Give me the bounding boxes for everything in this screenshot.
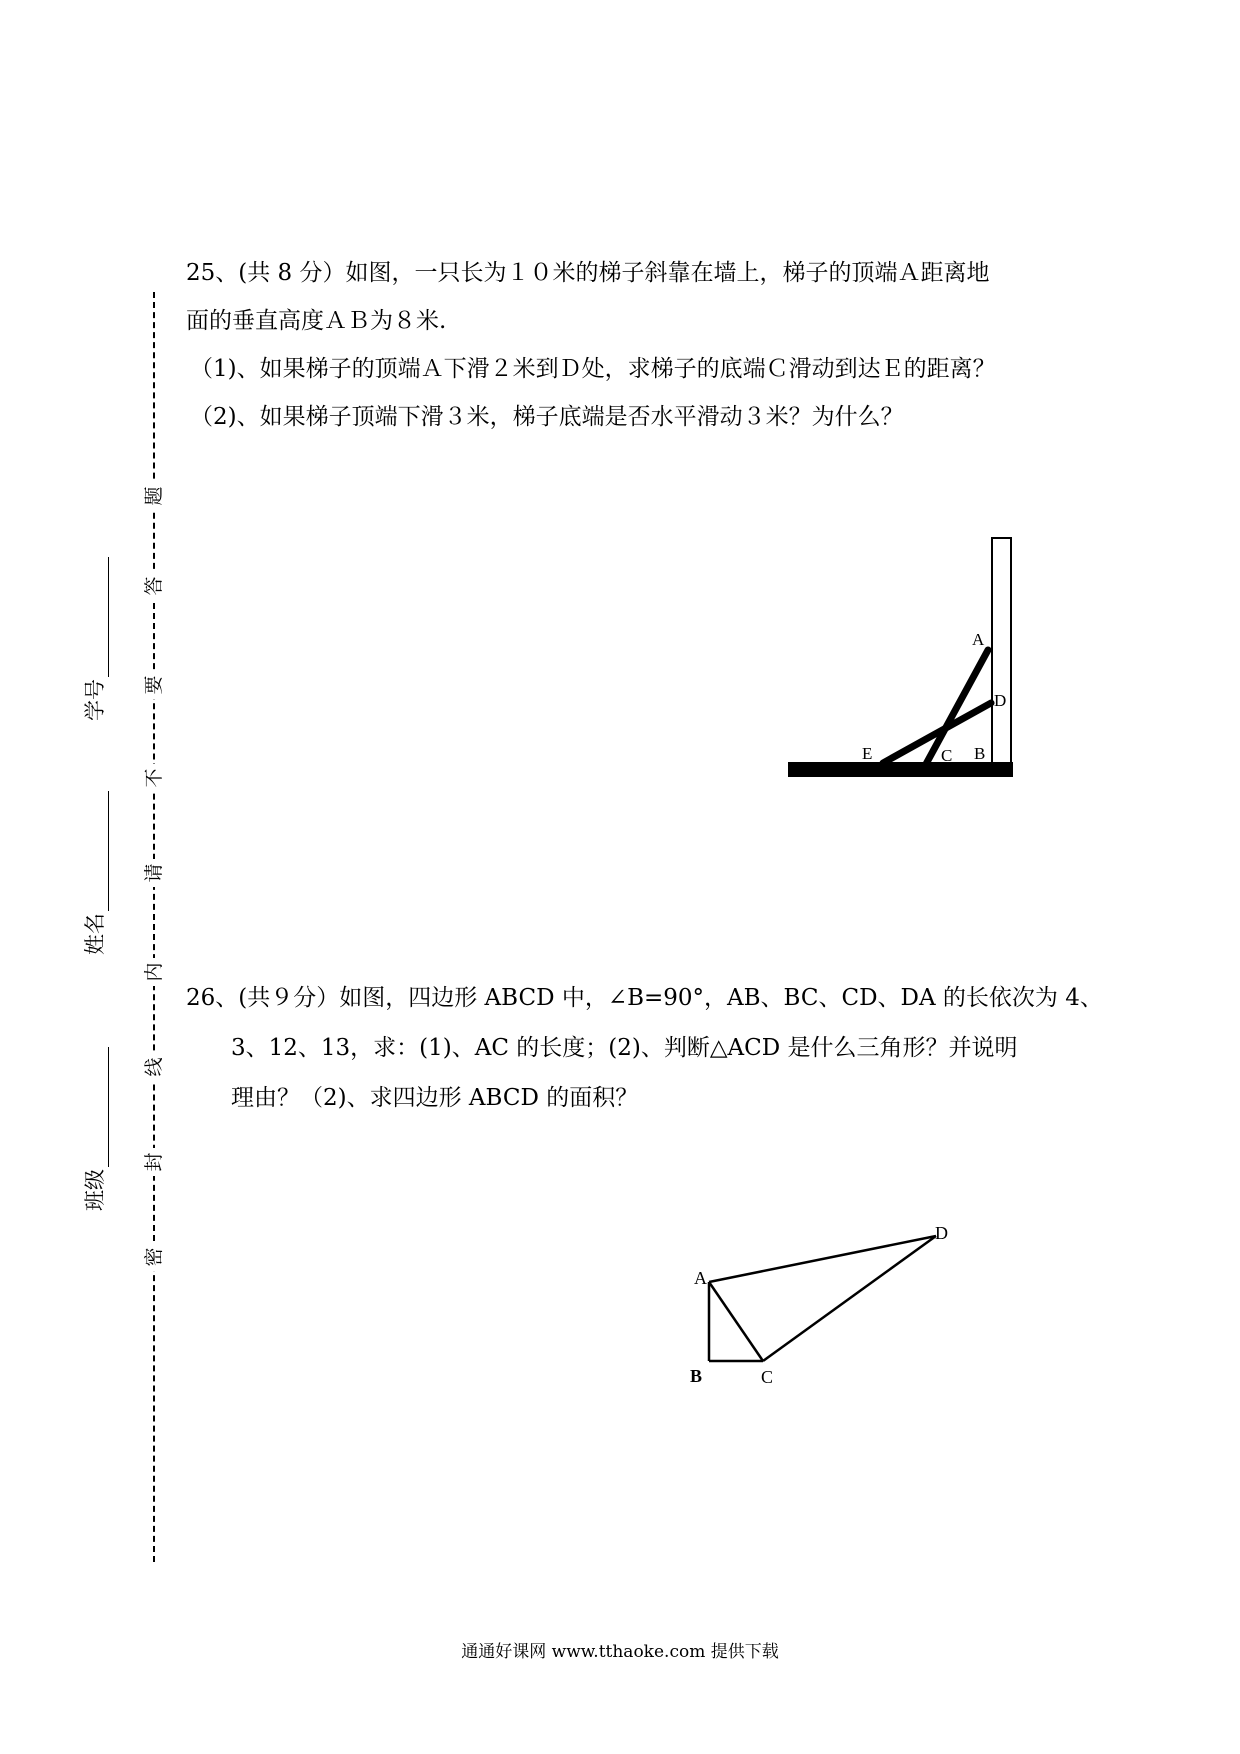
margin-word-mi: 密 (140, 1243, 168, 1271)
side-da (709, 1236, 936, 1282)
margin-word-yao: 要 (140, 671, 168, 699)
q26-quadrilateral-figure (680, 1220, 960, 1400)
margin-word-feng: 封 (140, 1148, 168, 1176)
margin-word-da: 答 (140, 572, 168, 600)
student-class-label: 班级 (83, 1169, 107, 1211)
q25-line-1: 25、(共 8 分）如图，一只长为１０米的梯子斜靠在墙上，梯子的顶端Ａ距离地 (186, 260, 990, 286)
margin-word-qing: 请 (140, 859, 168, 887)
student-name-field[interactable] (79, 791, 109, 955)
label-a: A (972, 630, 985, 649)
student-id-blank[interactable] (86, 557, 109, 677)
label-b: B (974, 744, 986, 763)
q26-line-3: 理由？（2)、求四边形 ABCD 的面积？ (231, 1085, 639, 1111)
q25-line-4: （2)、如果梯子顶端下滑３米，梯子底端是否水平滑动３米？为什么？ (190, 404, 904, 430)
student-name-blank[interactable] (86, 791, 109, 911)
student-class-blank[interactable] (86, 1047, 109, 1167)
label-c: C (941, 746, 953, 765)
q26-line-1: 26、(共９分）如图，四边形 ABCD 中，∠B=90°，AB、BC、CD、DA 的长依次为 4、 (186, 985, 1103, 1011)
margin-word-ti: 题 (140, 482, 168, 510)
diagonal-ac (709, 1282, 763, 1361)
margin-word-xian: 线 (140, 1053, 168, 1081)
footer-text: 通通好课网 www.tthaoke.com 提供下载 (461, 1642, 779, 1662)
student-id-label: 学号 (83, 679, 107, 721)
student-id-field[interactable] (79, 557, 109, 721)
margin-word-nei: 内 (140, 958, 168, 986)
label-c: C (761, 1367, 774, 1387)
student-class-field[interactable] (79, 1047, 109, 1211)
q26-line-2: 3、12、13，求：(1)、AC 的长度；(2)、判断△ACD 是什么三角形？并说明 (231, 1035, 1018, 1061)
label-a: A (694, 1268, 707, 1288)
label-b: B (690, 1366, 703, 1386)
q25-ladder-figure (780, 530, 1020, 790)
label-e: E (862, 744, 873, 763)
wall (992, 538, 1011, 769)
margin-word-bu: 不 (140, 764, 168, 792)
label-d: D (994, 691, 1007, 710)
ground (788, 762, 1013, 777)
q25-line-2: 面的垂直高度ＡＢ为８米. (186, 308, 447, 334)
q25-line-3: （1)、如果梯子的顶端Ａ下滑２米到Ｄ处，求梯子的底端Ｃ滑动到达Ｅ的距离？ (190, 356, 996, 382)
student-name-label: 姓名 (83, 913, 107, 955)
label-d: D (935, 1223, 948, 1243)
